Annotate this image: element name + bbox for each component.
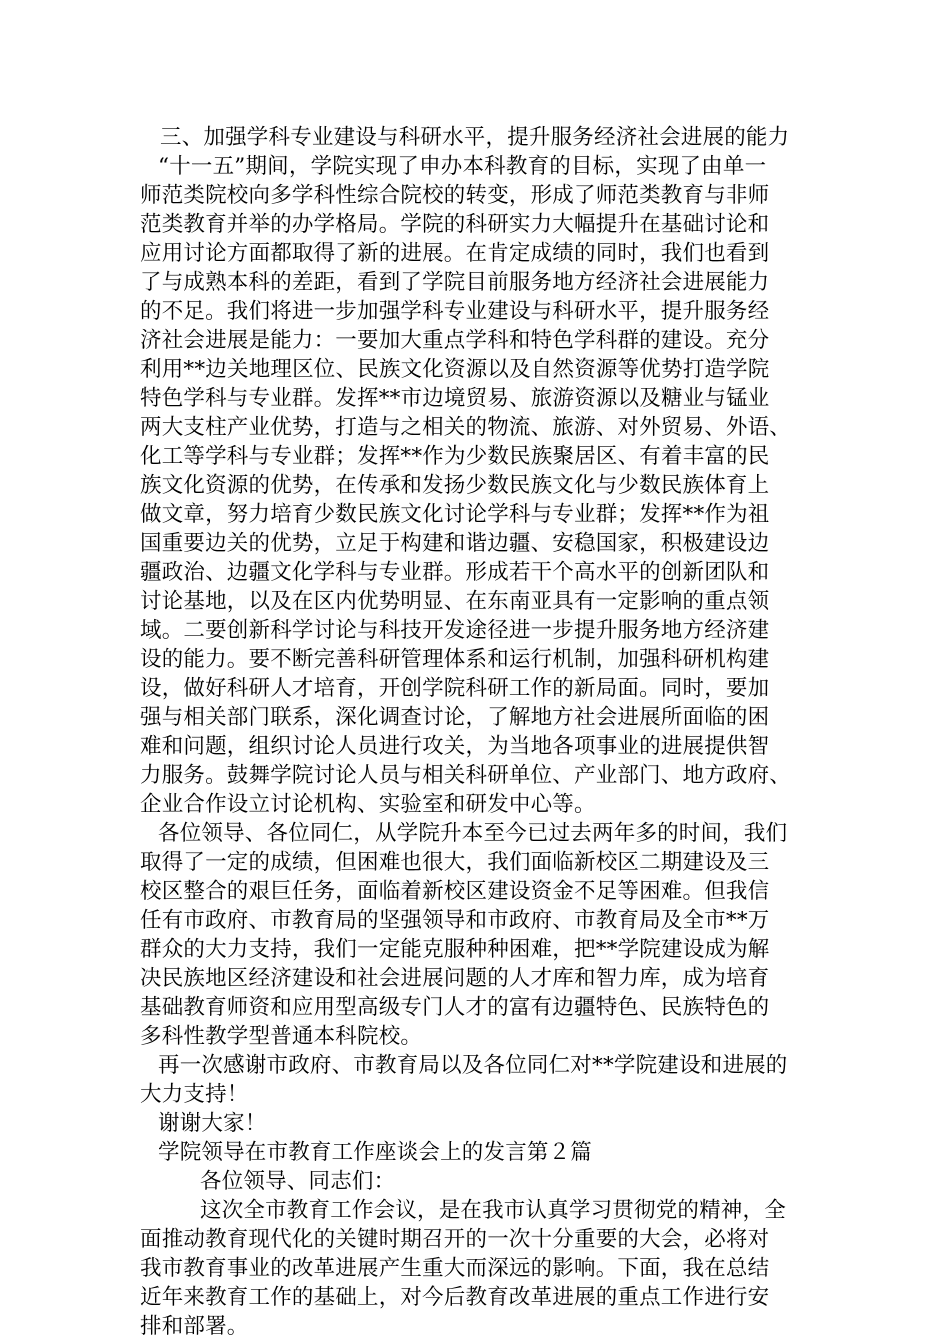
paragraph-line: 面推动教育现代化的关键时期召开的一次十分重要的大会，必将对 bbox=[140, 1227, 770, 1252]
paragraph-line: 强与相关部门联系，深化调查讨论，了解地方社会进展所面临的困 bbox=[140, 705, 770, 730]
paragraph-line: 的不足。我们将进一步加强学科专业建设与科研水平，提升服务经 bbox=[140, 299, 770, 324]
article-title: 学院领导在市教育工作座谈会上的发言第２篇 bbox=[158, 1140, 593, 1165]
paragraph-line: 范类教育并举的办学格局。学院的科研实力大幅提升在基础讨论和 bbox=[140, 212, 770, 237]
paragraph-line: 化工等学科与专业群；发挥**作为少数民族聚居区、有着丰富的民 bbox=[140, 444, 770, 469]
paragraph-line: “十一五”期间，学院实现了申办本科教育的目标，实现了由单一 bbox=[158, 154, 767, 179]
paragraph-line: 国重要边关的优势，立足于构建和谐边疆、安稳国家，积极建设边 bbox=[140, 531, 770, 556]
section-heading: 三、加强学科专业建设与科研水平，提升服务经济社会进展的能力 bbox=[160, 125, 790, 150]
paragraph-line: 这次全市教育工作会议，是在我市认真学习贯彻党的精神，全 bbox=[200, 1198, 786, 1223]
paragraph-line: 域。二要创新科学讨论与科技开发途径进一步提升服务地方经济建 bbox=[140, 618, 770, 643]
paragraph-line: 排和部署。 bbox=[140, 1314, 249, 1339]
paragraph-line: 特色学科与专业群。发挥**市边境贸易、旅游资源以及糖业与锰业 bbox=[140, 386, 770, 411]
salutation: 各位领导、同志们： bbox=[200, 1169, 396, 1194]
paragraph-line: 校区整合的艰巨任务，面临着新校区建设资金不足等困难。但我信 bbox=[140, 879, 770, 904]
paragraph-line: 族文化资源的优势，在传承和发扬少数民族文化与少数民族体育上 bbox=[140, 473, 770, 498]
paragraph-line: 讨论基地，以及在区内优势明显、在东南亚具有一定影响的重点领 bbox=[140, 589, 770, 614]
paragraph-line: 师范类院校向多学科性综合院校的转变，形成了师范类教育与非师 bbox=[140, 183, 770, 208]
paragraph-line: 设的能力。要不断完善科研管理体系和运行机制，加强科研机构建 bbox=[140, 647, 770, 672]
paragraph-line: 设，做好科研人才培育，开创学院科研工作的新局面。同时，要加 bbox=[140, 676, 770, 701]
paragraph-line: 决民族地区经济建设和社会进展问题的人才库和智力库，成为培育 bbox=[140, 966, 770, 991]
paragraph-line: 取得了一定的成绩，但困难也很大，我们面临新校区二期建设及三 bbox=[140, 850, 770, 875]
paragraph-line: 应用讨论方面都取得了新的进展。在肯定成绩的同时，我们也看到 bbox=[140, 241, 770, 266]
paragraph-line: 大力支持！ bbox=[140, 1082, 249, 1107]
closing-line: 谢谢大家！ bbox=[158, 1111, 267, 1136]
paragraph-line: 疆政治、边疆文化学科与专业群。形成若干个高水平的创新团队和 bbox=[140, 560, 770, 585]
paragraph-line: 两大支柱产业优势，打造与之相关的物流、旅游、对外贸易、外语、 bbox=[140, 415, 792, 440]
paragraph-line: 做文章，努力培育少数民族文化讨论学科与专业群；发挥**作为祖 bbox=[140, 502, 770, 527]
paragraph-line: 任有市政府、市教育局的坚强领导和市政府、市教育局及全市**万 bbox=[140, 908, 770, 933]
paragraph-line: 各位领导、各位同仁，从学院升本至今已过去两年多的时间，我们 bbox=[158, 821, 788, 846]
paragraph-line: 群众的大力支持，我们一定能克服种种困难，把**学院建设成为解 bbox=[140, 937, 770, 962]
paragraph-line: 再一次感谢市政府、市教育局以及各位同仁对**学院建设和进展的 bbox=[158, 1053, 788, 1078]
paragraph-line: 难和问题，组织讨论人员进行攻关，为当地各项事业的进展提供智 bbox=[140, 734, 770, 759]
paragraph-line: 利用**边关地理区位、民族文化资源以及自然资源等优势打造学院 bbox=[140, 357, 770, 382]
paragraph-line: 了与成熟本科的差距，看到了学院目前服务地方经济社会进展能力 bbox=[140, 270, 770, 295]
paragraph-line: 多科性教学型普通本科院校。 bbox=[140, 1024, 423, 1049]
paragraph-line: 力服务。鼓舞学院讨论人员与相关科研单位、产业部门、地方政府、 bbox=[140, 763, 792, 788]
paragraph-line: 我市教育事业的改革进展产生重大而深远的影响。下面，我在总结 bbox=[140, 1256, 770, 1281]
paragraph-line: 企业合作设立讨论机构、实验室和研发中心等。 bbox=[140, 792, 596, 817]
paragraph-line: 基础教育师资和应用型高级专门人才的富有边疆特色、民族特色的 bbox=[140, 995, 770, 1020]
paragraph-line: 近年来教育工作的基础上，对今后教育改革进展的重点工作进行安 bbox=[140, 1285, 770, 1310]
paragraph-line: 济社会进展是能力：一要加大重点学科和特色学科群的建设。充分 bbox=[140, 328, 770, 353]
